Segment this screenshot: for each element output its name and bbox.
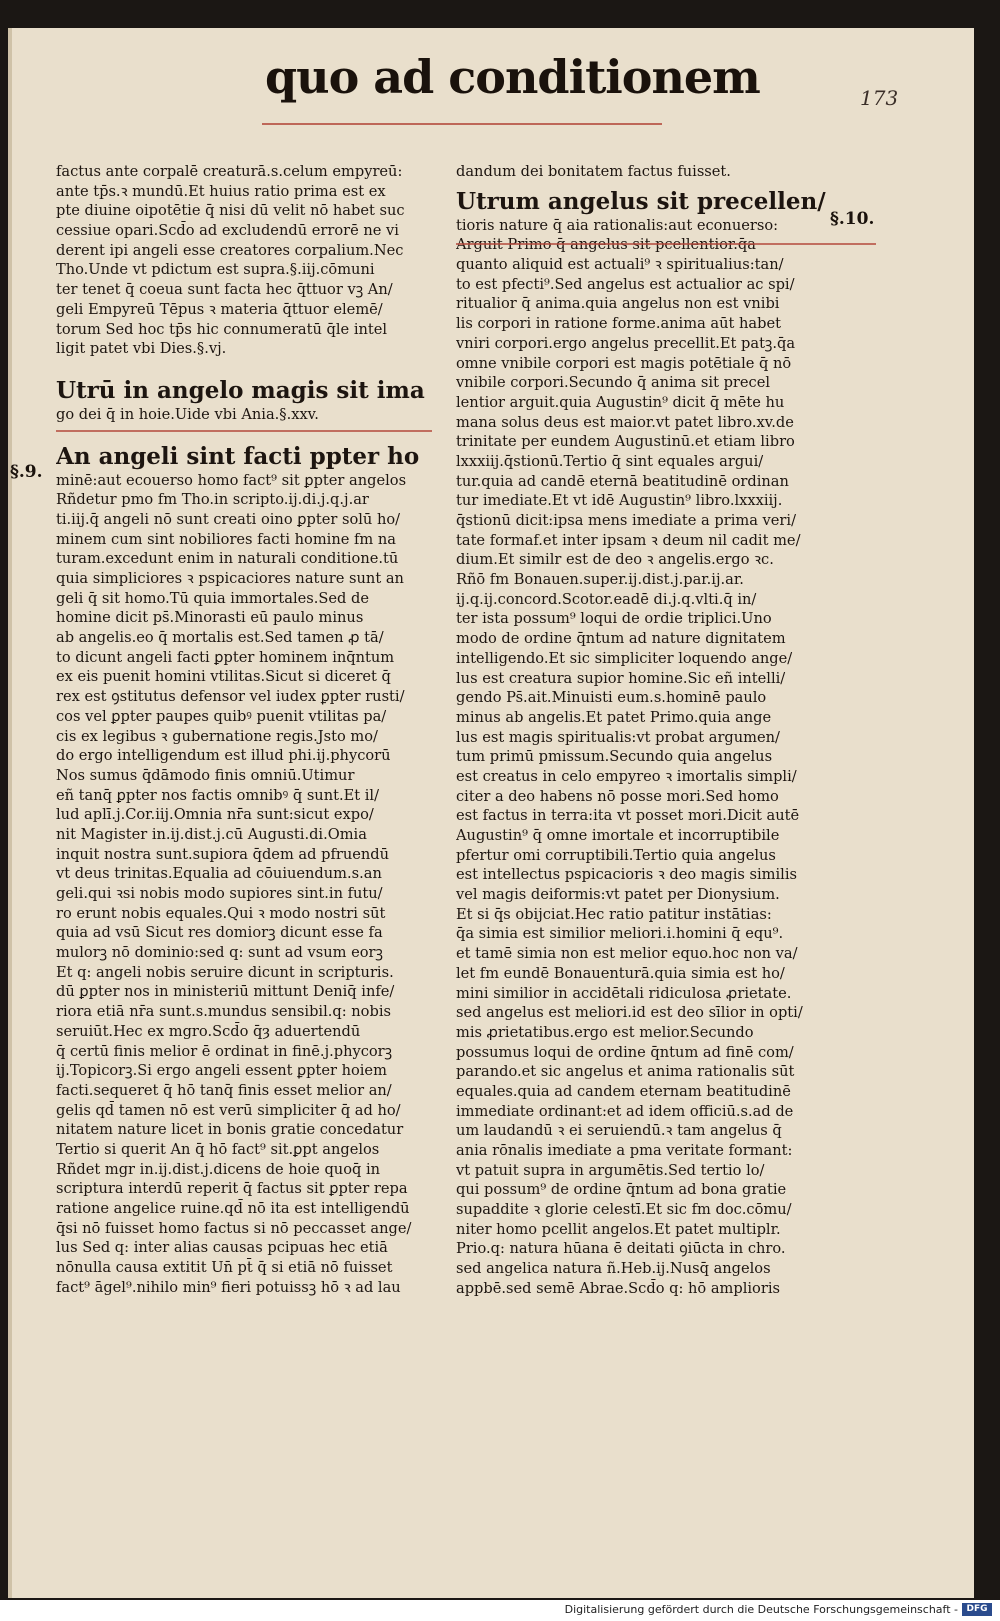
- heading-line: tioris nature q̄ aia rationalis:aut econuerso:: [456, 216, 779, 234]
- text-line: qui possum⁹ de ordine q̄ntum ad bona gratie: [456, 1181, 787, 1199]
- text-line: torum Sed hoc tp̄s hic connumeratū q̄le intel: [56, 320, 388, 338]
- text-line: lus Sed q: inter alias causas pcipuas hec etiā: [56, 1239, 388, 1257]
- text-line: vel magis deiformis:vt patet per Dionysium.: [456, 886, 780, 904]
- text-line: ro erunt nobis equales.Qui ꝛ modo nostri sūt: [56, 904, 386, 922]
- heading-line: Utrum angelus sit precellen/: [456, 187, 826, 215]
- text-line: Nos sumus q̄dāmodo finis omniū.Utimur: [56, 766, 355, 784]
- text-line: geli.qui ꝛsi nobis modo supiores sint.in futu/: [56, 885, 383, 902]
- text-line: scriptura interdū reperit q̄ factus sit ꝑpter repa: [56, 1180, 408, 1198]
- text-line: fact⁹ āgel⁹.nihilo min⁹ fieri potuissꝫ hō ꝛ ad lau: [56, 1278, 401, 1296]
- text-line: minē:aut ecouerso homo fact⁹ sit ꝑpter angelos: [56, 471, 407, 489]
- text-line: ij.Topicorꝫ.Si ergo angeli essent ꝑpter hoiem: [56, 1062, 387, 1080]
- text-line: citer a deo habens nō posse mori.Sed homo: [456, 787, 779, 805]
- text-line: to est pfecti⁹.Sed angelus est actualior ac spi/: [456, 275, 795, 293]
- text-line: lentior arguit.quia Augustin⁹ dicit q̄ mēte hu: [456, 393, 785, 411]
- text-line: lus est magis spiritualis:vt probat argumen/: [456, 728, 780, 746]
- text-line: tur.quia ad candē eternā beatitudinē ordinan: [456, 472, 789, 490]
- folio-number: 173: [860, 86, 899, 110]
- text-line: geli q̄ sit homo.Tū quia immortales.Sed de: [56, 589, 370, 607]
- text-line: possumus loqui de ordine q̄ntum ad finē com/: [456, 1043, 794, 1061]
- text-line: minem cum sint nobiliores facti homine fm na: [56, 530, 396, 548]
- spacer: [56, 425, 426, 443]
- left-heading-1: [56, 377, 426, 425]
- left-paragraph-1: [56, 162, 426, 359]
- text-line: Rñō fm Bonauen.super.ij.dist.j.par.ij.ar.: [456, 571, 744, 589]
- heading-line: go dei q̄ in hoie.Uide vbi Ania.§.xxv.: [56, 405, 319, 423]
- text-line: do ergo intelligendum est illud phi.ij.phycorū: [56, 747, 391, 765]
- text-line: q̄stionū dicit:ipsa mens imediate a prima veri/: [456, 512, 796, 529]
- text-line: ratione angelice ruine.qd̄ nō ita est intelligendū: [56, 1200, 410, 1217]
- text-line: gendo Ps̄.ait.Minuisti eum.s.hominē paulo: [456, 689, 767, 707]
- left-column: [56, 162, 426, 1297]
- text-line: Augustin⁹ q̄ omne imortale et incorruptibile: [456, 827, 780, 844]
- text-line: factus ante corpalē creaturā.s.celum empyreū:: [56, 163, 403, 180]
- text-line: dū ꝑpter nos in ministeriū mittunt Deniq̄ infe/: [56, 983, 395, 1001]
- text-line: homine dicit ps̄.Minorasti eū paulo minus: [56, 609, 364, 627]
- text-line: ab angelis.eo q̄ mortalis est.Sed tamen ꝓ tā/: [56, 629, 384, 647]
- text-line: mis ꝓrietatibus.ergo est melior.Secundo: [456, 1023, 754, 1041]
- text-line: sed angelica natura ñ.Heb.ij.Nusq̄ angelos: [456, 1260, 771, 1278]
- text-line: q̄si nō fuisset homo factus si nō peccasset ange/: [56, 1219, 412, 1237]
- text-line: nitatem nature licet in bonis gratie concedatur: [56, 1121, 404, 1139]
- text-line: facti.sequeret q̄ hō tanq̄ finis esset melior an/: [56, 1081, 392, 1099]
- text-line: sed angelus est meliori.id est deo sīlior in opti/: [456, 1004, 803, 1022]
- text-line: supaddite ꝛ glorie celestī.Et sic fm doc.cōmu/: [456, 1201, 792, 1219]
- text-line: immediate ordinant:et ad idem officiū.s.ad de: [456, 1102, 794, 1120]
- text-line: vnibile corpori.Secundo q̄ anima sit precel: [456, 374, 771, 392]
- text-line: appbē.sed semē Abrae.Scd̄o q: hō amplioris: [456, 1279, 780, 1297]
- text-line: est factus in terra:ita vt posset mori.Dicit autē: [456, 807, 800, 825]
- text-line: mana solus deus est maior.vt patet libro.xv.de: [456, 413, 794, 431]
- text-line: Rñdetur pmo fm Tho.in scripto.ij.di.j.q.j.ar: [56, 491, 369, 509]
- text-line: est creatus in celo empyreo ꝛ imortalis simpli/: [456, 767, 797, 785]
- text-line: nit Magister in.ij.dist.j.cū Augusti.di.Omia: [56, 825, 367, 843]
- text-line: ania rōnalis imediate a pma veritate formant:: [456, 1142, 793, 1159]
- dfg-logo: DFG: [962, 1603, 992, 1616]
- funding-credit: Digitalisierung gefördert durch die Deutsche Forschungsgemeinschaft -: [564, 1603, 958, 1616]
- rubric-rule-left-heading: [56, 430, 432, 432]
- text-line: dium.Et similr est de deo ꝛ angelis.ergo ꝛc.: [456, 551, 774, 569]
- text-line: rex est ꝯstitutus defensor vel iudex ꝑpter rusti/: [56, 688, 405, 706]
- text-line: riora etiā nr̄a sunt.s.mundus sensibil.q: nobis: [56, 1003, 391, 1021]
- right-heading-1: [456, 188, 826, 236]
- text-line: et tamē simia non est melior equo.hoc non va/: [456, 945, 798, 963]
- text-line: Rñdet mgr in.ij.dist.j.dicens de hoie quoq̄ in: [56, 1160, 381, 1178]
- title-underline: [262, 123, 662, 125]
- text-line: mini similior in accidētali ridiculosa ꝓrietate.: [456, 984, 792, 1002]
- text-line: seruiūt.Hec ex mgro.Scd̄o q̄ȝ aduertendū: [56, 1022, 361, 1040]
- text-line: um laudandū ꝛ ei seruiendū.ꝛ tam angelus q̄: [456, 1122, 782, 1140]
- text-line: lus est creatura supior homine.Sic eñ intelli/: [456, 669, 786, 687]
- right-column: [456, 162, 826, 1299]
- text-line: equales.quia ad candem eternam beatitudinē: [456, 1082, 791, 1100]
- marginal-section-right: §.10.: [830, 209, 875, 229]
- text-line: let fm eundē Bonauenturā.quia simia est ho/: [456, 964, 785, 982]
- text-line: lis corpori in ratione forme.anima aūt habet: [456, 315, 781, 333]
- text-line: q̄a simia est similior meliori.i.homini q̄ equ⁹.: [456, 925, 784, 943]
- text-line: intelligendo.Et sic simpliciter loquendo ange/: [456, 649, 793, 667]
- text-line: eñ tanq̄ ꝑpter nos factis omnibꝰ q̄ sunt.Et il/: [56, 786, 380, 804]
- text-line: q̄ certū finis melior ē ordinat in finē.j.phycorꝫ: [56, 1042, 393, 1060]
- text-line: geli Empyreū Tēpus ꝛ materia q̄ttuor elemē/: [56, 300, 383, 318]
- text-line: vniri corpori.ergo angelus precellit.Et patꝫ.q̄a: [456, 334, 796, 352]
- text-line: modo de ordine q̄ntum ad nature dignitatem: [456, 630, 786, 648]
- text-line: ti.iij.q̄ angeli nō sunt creati oino ꝑpter solū ho/: [56, 510, 401, 528]
- spacer: [56, 359, 426, 377]
- text-line: [456, 235, 826, 255]
- text-line: omne vnibile corpori est magis potētiale q̄ nō: [456, 354, 792, 372]
- text-line: vt deus trinitas.Equalia ad cōuiuendum.s.an: [56, 865, 382, 883]
- text-line: dandum dei bonitatem factus fuisset.: [456, 163, 731, 180]
- running-title: quo ad conditionem: [265, 50, 760, 104]
- text-line: quia simpliciores ꝛ pspicaciores nature sunt an: [56, 570, 404, 587]
- text-line: tur imediate.Et vt idē Augustin⁹ libro.lxxxiij.: [456, 492, 783, 510]
- text-line: gelis qd̄ tamen nō est verū simpliciter q̄ ad ho/: [56, 1101, 401, 1119]
- text-line: lxxxiij.q̄stionū.Tertio q̄ sint equales argui/: [456, 452, 764, 470]
- text-line: to dicunt angeli facti ꝑpter hominem inq̄ntum: [56, 648, 395, 666]
- right-paragraph-0: [456, 162, 826, 182]
- rubric-rule-right-heading: [456, 243, 876, 245]
- text-line: ter ista possum⁹ loqui de ordie triplici.Uno: [456, 610, 772, 628]
- text-line: lud aplī.j.Cor.iij.Omnia nr̄a sunt:sicut expo/: [56, 806, 374, 824]
- text-line: ter tenet q̄ coeua sunt facta hec q̄ttuor vꝫ An/: [56, 281, 393, 299]
- text-line: ante tp̄s.ꝛ mundū.Et huius ratio prima est ex: [56, 182, 386, 200]
- left-paragraph-2: [56, 443, 426, 1298]
- text-line: quia ad vsū Sicut res domiorꝫ dicunt esse fa: [56, 924, 383, 942]
- text-line: tum primū pmissum.Secundo quia angelus: [456, 748, 773, 766]
- text-line: ritualior q̄ anima.quia angelus non est vnibi: [456, 295, 780, 313]
- text-line: cis ex legibus ꝛ gubernatione regis.Jsto mo/: [56, 727, 378, 745]
- text-line: ligit patet vbi Dies.§.vj.: [56, 340, 227, 358]
- text-line: parando.et sic angelus et anima rationalis sūt: [456, 1063, 795, 1081]
- text-line: pte diuine oipotētie q̄ nisi dū velit nō habet suc: [56, 202, 405, 220]
- text-line: niter homo pcellit angelos.Et patet multiplr.: [456, 1220, 781, 1238]
- text-line: Prio.q: natura hūana ē deitati ꝯiūcta in chro.: [456, 1240, 786, 1258]
- text-line: turam.excedunt enim in naturali conditione.tū: [56, 550, 399, 568]
- text-line: Tho.Unde vt pdictum est supra.§.iij.cōmuni: [56, 261, 375, 279]
- heading-line: An angeli sint facti ppter ho: [56, 442, 420, 470]
- heading-line: Utrū in angelo magis sit ima: [56, 376, 425, 404]
- text-line: mulorꝫ nō dominio:sed q: sunt ad vsum eorꝫ: [56, 944, 383, 962]
- text-line: est intellectus pspicacioris ꝛ deo magis similis: [456, 866, 797, 884]
- text-line: cos vel ꝑpter paupes quibꝰ puenit vtilitas pa/: [56, 707, 387, 725]
- text-line: ij.q.ij.concord.Scotor.eadē di.j.q.vlti.q̄ in/: [456, 590, 757, 608]
- text-line: cessiue opari.Scd̄o ad excludendū errorē ne vi: [56, 222, 399, 240]
- text-line: trinitate per eundem Augustinū.et etiam libro: [456, 433, 795, 451]
- text-line: nōnulla causa extitit Un̄ pt̄ q̄ si etiā nō fuisset: [56, 1259, 393, 1277]
- text-line: derent ipi angeli esse creatores corpalium.Nec: [56, 241, 404, 259]
- right-paragraph-1: [456, 235, 826, 1298]
- text-line: Et si q̄s obijciat.Hec ratio patitur instātias:: [456, 905, 772, 923]
- marginal-section-left: §.9.: [10, 462, 43, 482]
- text-line: pfertur omi corruptibili.Tertio quia angelus: [456, 846, 776, 864]
- text-line: inquit nostra sunt.supiora q̄dem ad pfruendū: [56, 845, 389, 863]
- text-line: Et q: angeli nobis seruire dicunt in scripturis.: [56, 963, 394, 981]
- text-line: quanto aliquid est actuali⁹ ꝛ spiritualius:tan/: [456, 256, 784, 274]
- text-line: vt patuit supra in argumētis.Sed tertio lo/: [456, 1161, 765, 1179]
- text-line: ex eis puenit homini vtilitas.Sicut si diceret q̄: [56, 668, 391, 686]
- text-line: Tertio si querit An q̄ hō fact⁹ sit.ꝑpt angelos: [56, 1140, 380, 1158]
- text-line: minus ab angelis.Et patet Primo.quia ange: [456, 708, 772, 726]
- text-line: tate formaf.et inter ipsam ꝛ deum nil cadit me/: [456, 531, 801, 549]
